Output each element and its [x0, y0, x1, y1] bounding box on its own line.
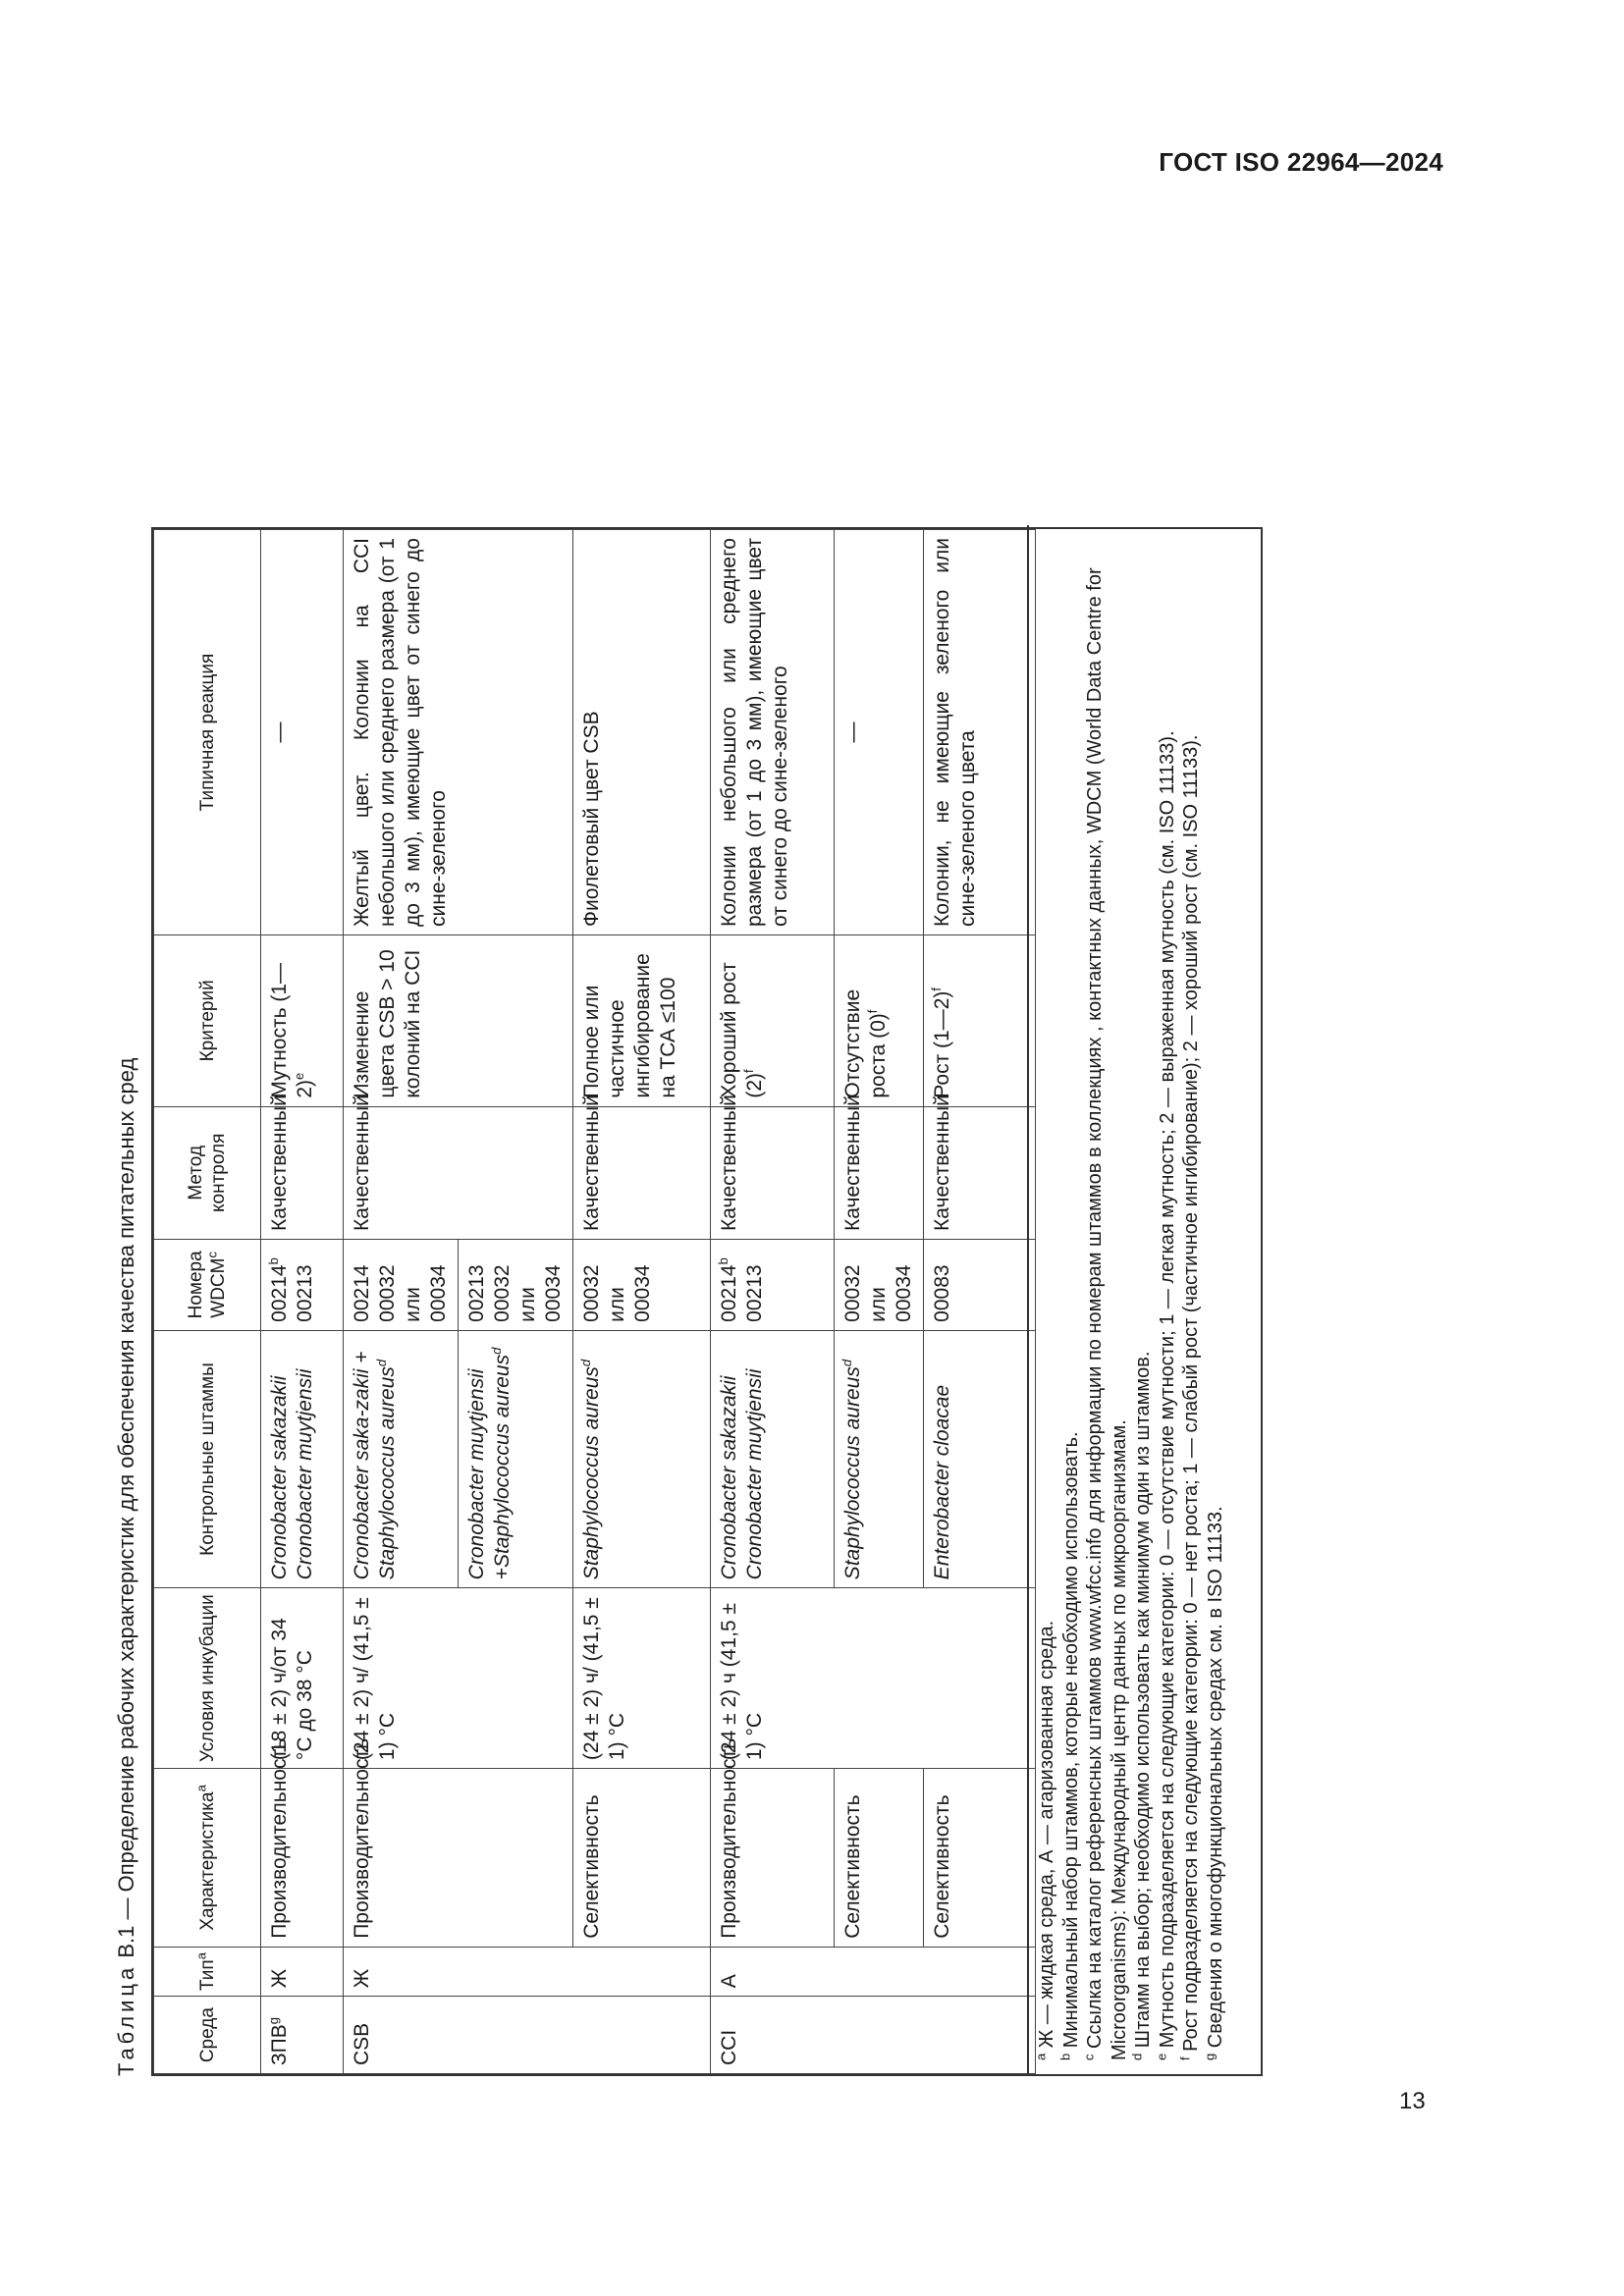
- table-row: [924, 530, 1036, 2074]
- cell-medium: CSB: [344, 1997, 711, 2074]
- col-strains: Контрольные штаммы: [154, 1330, 261, 1588]
- cell-reaction: —: [261, 530, 344, 935]
- col-reaction: Типичная реакция: [154, 530, 261, 935]
- strain-line: Cronobacter sakazakii: [718, 1375, 740, 1580]
- cell-strains: [573, 1330, 711, 1588]
- cell-characteristic: Производительность: [344, 1769, 573, 1948]
- document-header: ГОСТ ISO 22964—2024: [1159, 147, 1443, 177]
- col-characteristic: [154, 1769, 261, 1948]
- cell-characteristic: Селективность: [835, 1769, 924, 1948]
- footnote-text: Ссылка на каталог референсных штаммов www.wfcc.info для информации по номерам штаммов в коллекциях , контактных данных, WDCM (World Data Centre for Microorganisms): Международный центр данных по микроорганизмам.: [1084, 567, 1130, 2060]
- cell-reaction: Желтый цвет. Колонии на CCI небольшого или среднего размера (от 1 до 3 мм), имеющие цвет от синего до сине-зеленого: [344, 530, 573, 935]
- criterion-sup: e: [292, 1072, 306, 1080]
- footnote: [1131, 539, 1156, 2060]
- cell-criterion: [924, 935, 1036, 1107]
- table-caption-prefix: Таблица: [114, 1963, 138, 2076]
- footnote: [1201, 539, 1228, 2060]
- cell-reaction: —: [835, 530, 924, 935]
- cell-method: Качественный: [573, 1106, 711, 1239]
- wdcm-number: 00214: [268, 1264, 291, 1322]
- col-wdcm-sup: c: [204, 1252, 220, 1258]
- wdcm-number: 00213: [743, 1264, 766, 1322]
- cell-medium: CCI: [711, 1997, 1036, 2074]
- wdcm-sup: b: [716, 1257, 731, 1265]
- strain-line: Staphylococcus aureus: [580, 1366, 603, 1580]
- cell-type: Ж: [261, 1947, 344, 1996]
- strain-line: Cronobacter sakazakii: [268, 1375, 291, 1580]
- cell-method: Качественный: [711, 1106, 835, 1239]
- footnote-text: Сведения о многофункциональных средах см. в ISO 11133.: [1204, 1506, 1226, 2054]
- table-row: [573, 530, 711, 2074]
- cell-method: Качественный: [924, 1106, 1036, 1239]
- footnote-mark: d: [1129, 2053, 1145, 2060]
- col-incubation: Условия инкубации: [154, 1588, 261, 1769]
- cell-method: Качественный: [835, 1106, 924, 1239]
- col-type-label: Тип: [196, 1959, 218, 1991]
- col-characteristic-sup: a: [193, 1785, 209, 1792]
- cell-characteristic: Селективность: [924, 1769, 1036, 1948]
- cell-incubation: (24 ± 2) ч (41,5 ± 1) °С: [711, 1588, 1036, 1769]
- footnote: [1153, 539, 1180, 2060]
- table-caption: [102, 525, 151, 2076]
- strain-line: Staphylococcus aureus: [841, 1366, 864, 1580]
- footnote-text: Мутность подразделяется на следующие категории: 0 — отсутствие мутности; 1 — легкая мутность; 2 — выраженная мутность (см. ISO 11133).: [1156, 730, 1178, 2054]
- footnote-text: Рост подразделяется на следующие категории: 0 — нет роста; 1 — слабый рост (частичное ингибирование); 2 — хороший рост (см. ISO 11133).: [1180, 734, 1202, 2057]
- strain-line: Cronobacter muytjensii: [743, 1368, 766, 1580]
- cell-wdcm: 00083: [924, 1239, 1036, 1330]
- footnote-mark: a: [1033, 2053, 1049, 2060]
- cell-reaction: Колонии небольшого или среднего размера (от 1 до 3 мм), имеющие цвет от синего до сине-зеленого: [711, 530, 835, 935]
- footnote: [1083, 539, 1131, 2060]
- strain-line: Cronobacter saka-zakii: [351, 1368, 373, 1580]
- cell-criterion: Изменение цвета CSB > 10 колоний на CCI: [344, 935, 573, 1107]
- footnote-mark: c: [1081, 2054, 1097, 2060]
- col-type: [154, 1947, 261, 1996]
- cell-strains: [459, 1330, 573, 1588]
- cell-wdcm: [711, 1239, 835, 1330]
- strain-sup: d: [839, 1359, 854, 1367]
- table-header-row: [154, 530, 261, 2074]
- cell-wdcm: 00213 00032 или 00034: [459, 1239, 573, 1330]
- footnote-text: Ж — жидкая среда, А — агаризованная среда.: [1036, 1620, 1057, 2054]
- cell-criterion: [711, 935, 835, 1107]
- medium-zpv: ЗПВ: [268, 2024, 291, 2065]
- col-type-sup: a: [193, 1952, 209, 1960]
- cell-criterion: [835, 935, 924, 1107]
- col-method: Метод контроля: [154, 1106, 261, 1239]
- col-criterion: Критерий: [154, 935, 261, 1107]
- footnote: [1056, 539, 1084, 2060]
- cell-strains: Enterobacter cloacae: [924, 1330, 1036, 1588]
- strain-line: Cronobacter muytjensii: [465, 1368, 488, 1580]
- cell-medium: [261, 1997, 344, 2074]
- cell-wdcm: [261, 1239, 344, 1330]
- table-footnotes: [1027, 525, 1265, 2074]
- cell-incubation: (24 ± 2) ч/ (41,5 ± 1) °С: [344, 1588, 573, 1769]
- cell-wdcm: 00214 00032 или 00034: [344, 1239, 459, 1330]
- footnote-mark: f: [1177, 2056, 1193, 2060]
- criterion-sup: f: [929, 987, 944, 991]
- cell-reaction: Колонии, не имеющие зеленого или сине-зеленого цвета: [924, 530, 1036, 935]
- table-row: [835, 530, 924, 2074]
- footnote-text: Штамм на выбор; необходимо использовать как минимум один из штаммов.: [1132, 1351, 1154, 2054]
- cell-method: Качественный: [261, 1106, 344, 1239]
- cell-type: Ж: [344, 1947, 711, 1996]
- criterion-text: Отсутствие роста (0): [841, 988, 890, 1098]
- footnote-text: Минимальный набор штаммов, которые необходимо использовать.: [1059, 1431, 1082, 2054]
- cell-criterion: [261, 935, 344, 1107]
- cell-reaction: Фиолетовый цвет CSB: [573, 530, 711, 935]
- cell-incubation: (24 ± 2) ч/ (41,5 ± 1) °С: [573, 1588, 711, 1769]
- cell-strains: [835, 1330, 924, 1588]
- cell-wdcm: 00032 или 00034: [835, 1239, 924, 1330]
- footnote: [1035, 539, 1059, 2060]
- footnote: [1179, 539, 1204, 2060]
- strain-sup: d: [489, 1347, 504, 1355]
- criterion-text: Мутность (1—2): [268, 962, 316, 1098]
- col-characteristic-label: Характеристика: [196, 1791, 218, 1931]
- footnote-mark: b: [1056, 2053, 1072, 2060]
- table-row: [711, 530, 835, 2074]
- cell-criterion: Полное или частичное ингибирование на ТСА ≤100: [573, 935, 711, 1107]
- cell-strains: [261, 1330, 344, 1588]
- strain-line: + Staphylococcus aureus: [351, 1351, 399, 1580]
- cell-characteristic: Селективность: [573, 1769, 711, 1948]
- criterion-sup: f: [741, 1069, 756, 1073]
- rotated-table-block: [102, 525, 1271, 2076]
- wdcm-number: 00214: [718, 1264, 740, 1322]
- wdcm-sup: b: [266, 1257, 281, 1265]
- cell-characteristic: Производительность: [711, 1769, 835, 1948]
- criterion-text: Хороший рост (2): [718, 962, 766, 1098]
- cell-incubation: (18 ± 2) ч/от 34 °С до 38 °С: [261, 1588, 344, 1769]
- col-wdcm-label: Номера WDCM: [186, 1251, 229, 1319]
- page-number: 13: [1399, 2088, 1426, 2114]
- medium-zpv-sup: g: [266, 2016, 281, 2025]
- footnote-mark: g: [1201, 2053, 1217, 2060]
- strain-line: Cronobacter muytjensii: [294, 1368, 316, 1580]
- criterion-text: Рост (1—2): [931, 990, 953, 1098]
- table-caption-text: В.1 — Определение рабочих характеристик для обеспечения качества питательных сред: [114, 1057, 138, 1964]
- cell-characteristic: Производительность: [261, 1769, 344, 1948]
- table-row: [344, 530, 459, 2074]
- col-medium: Среда: [154, 1997, 261, 2074]
- table: [153, 529, 1036, 2074]
- cell-strains: [344, 1330, 459, 1588]
- cell-wdcm: 00032 или 00034: [573, 1239, 711, 1330]
- cell-method: Качественный: [344, 1106, 573, 1239]
- cell-strains: [711, 1330, 835, 1588]
- quality-table: [151, 527, 1263, 2076]
- table-row: [261, 530, 344, 2074]
- cell-type: А: [711, 1947, 1036, 1996]
- criterion-sup: f: [865, 1009, 880, 1014]
- wdcm-number: 00213: [294, 1264, 316, 1322]
- footnote-mark: e: [1153, 2053, 1168, 2060]
- strain-sup: d: [578, 1359, 593, 1367]
- col-wdcm: [154, 1239, 261, 1330]
- strain-sup: d: [374, 1359, 389, 1367]
- strain-line: +Staphylococcus aureus: [491, 1354, 514, 1580]
